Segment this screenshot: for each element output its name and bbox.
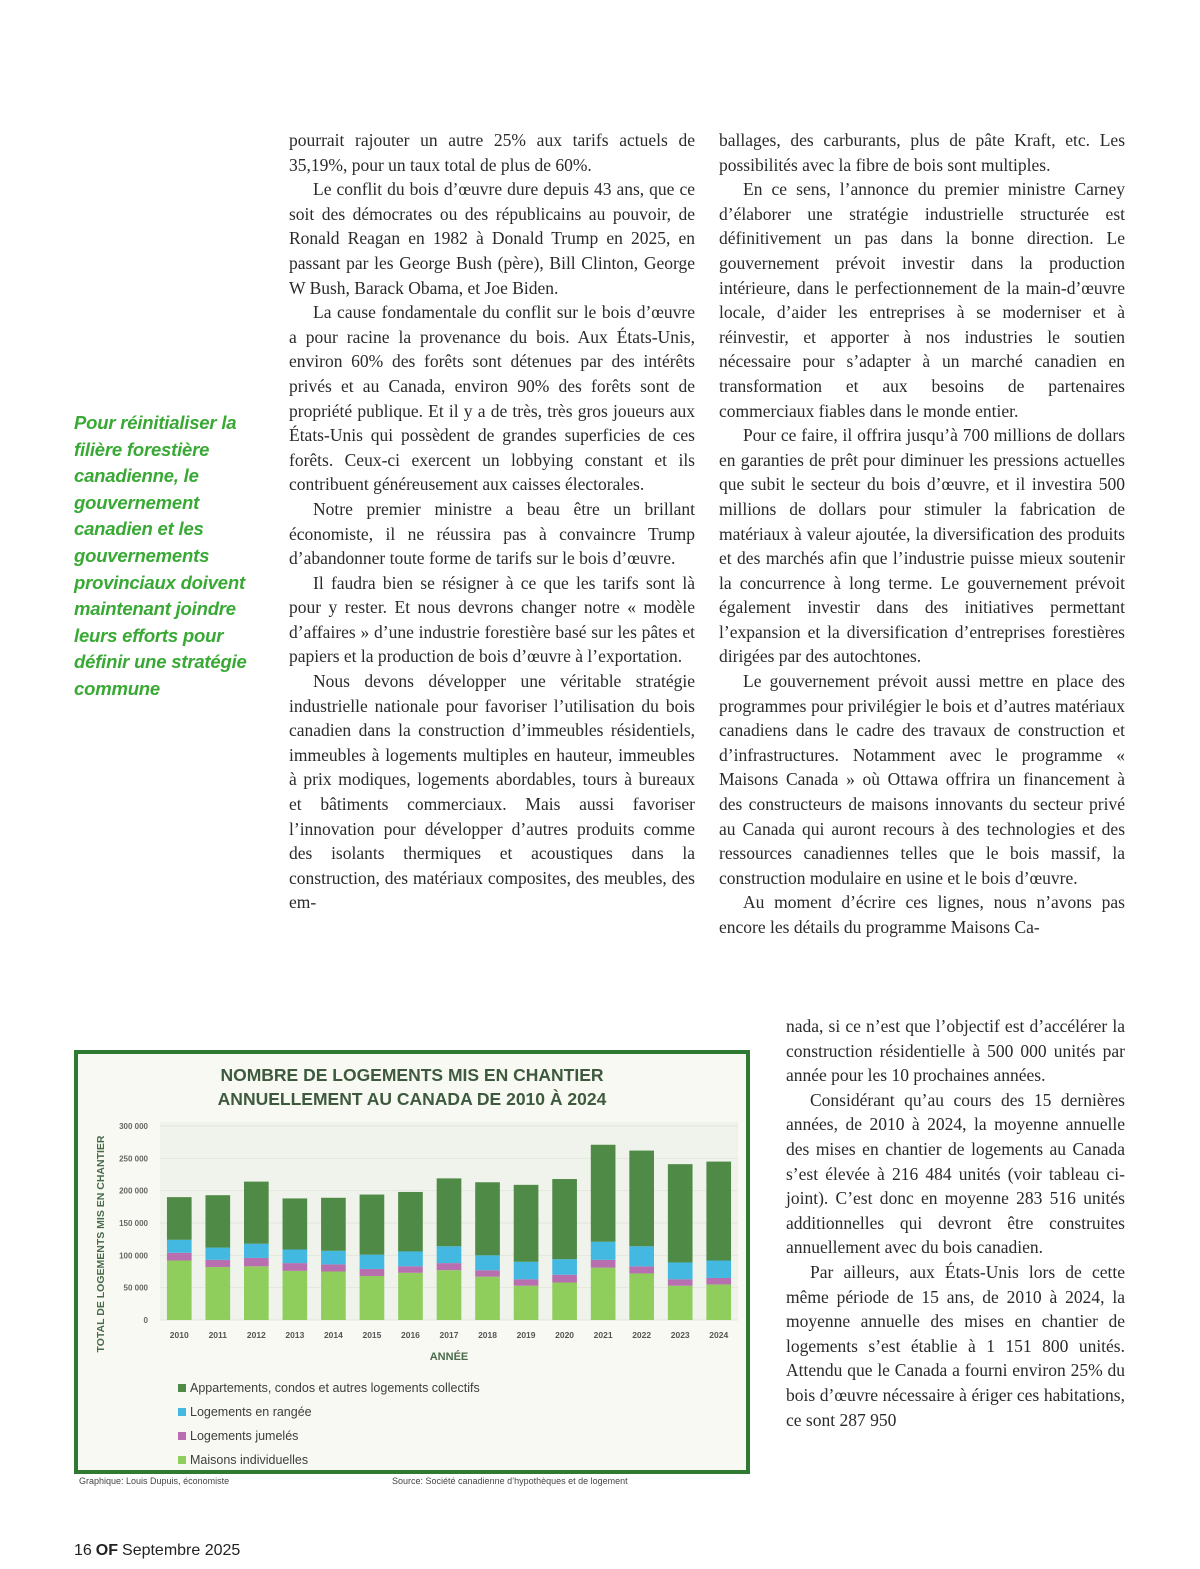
bar-row-2010 [167,1240,192,1253]
y-tick-label: 50 000 [123,1283,148,1293]
bar-apartments-2020 [552,1179,577,1259]
bar-row-2013 [283,1250,308,1264]
bar-apartments-2022 [629,1151,654,1247]
bar-apartments-2010 [167,1197,192,1240]
bar-semi-2017 [437,1263,462,1270]
bar-row-2012 [244,1244,269,1258]
chart-source: Source: Société canadienne d’hypothèques et de logement [392,1476,628,1486]
chart-title-line2: ANNUELLEMENT AU CANADA DE 2010 À 2024 [217,1089,607,1109]
legend-swatch [178,1408,186,1416]
bar-apartments-2023 [668,1164,693,1262]
x-tick-label: 2023 [670,1330,690,1340]
legend-label: Logements en rangée [190,1405,312,1419]
bar-semi-2015 [360,1269,385,1276]
bar-semi-2019 [514,1279,539,1285]
y-tick-label: 100 000 [119,1251,148,1261]
x-tick-label: 2018 [478,1330,497,1340]
bar-apartments-2017 [437,1178,462,1246]
bar-row-2017 [437,1246,462,1263]
paragraph: Le gouvernement prévoit aussi mettre en place des programmes pour privilégier le bois et d’autres matériaux canadiens dans le cadre des travaux de construction et d’infrastructures. Notamment avec le programme « Maisons Canada » où Ottawa offrira un financement à des constructeurs de maisons innovants du secteur privé au Canada qui auront recours à des technologies et des ressources canadiennes telles que le bois massif, la construction modulaire en usine et le bois d’œuvre. [719,671,1125,888]
bar-row-2011 [205,1248,230,1260]
bar-semi-2013 [283,1263,308,1271]
bar-semi-2012 [244,1258,269,1266]
bar-row-2019 [514,1262,539,1279]
x-tick-label: 2016 [401,1330,420,1340]
bar-semi-2020 [552,1275,577,1283]
chart-legend [178,1376,480,1472]
paragraph: En ce sens, l’annonce du premier ministre Carney d’élaborer une stratégie industrielle structurée est définitivement un pas dans la bonne direction. Le gouvernement prévoit investir dans la production intérieure, dans le perfectionnement de la main-d’œuvre locale, d’aider les entreprises à se moderniser et à réinvestir, et apporter à nos industries le soutien nécessaire pour s’adapter à un marché canadien en transformation et aux besoins de partenaires commerciaux fiables dans le monde entier. [719,179,1125,421]
bar-apartments-2018 [475,1182,500,1255]
bar-row-2021 [591,1242,616,1260]
bar-apartments-2019 [514,1185,539,1262]
bar-apartments-2014 [321,1198,346,1251]
x-tick-label: 2024 [709,1330,729,1340]
bar-row-2018 [475,1255,500,1270]
paragraph: Nous devons développer une véritable stratégie industrielle nationale pour favoriser l’utilisation du bois canadien dans la construction d’immeubles résidentiels, immeubles à logements multiples en hauteur, immeubles à prix modiques, logements abordables, tours à bureaux et bâtiments commerciaux. Mais aussi favoriser l’innovation pour développer d’autres produits comme des isolants thermiques et acoustiques dans la construction, des matériaux composites, des meubles, des em- [289,671,695,913]
bar-single-2010 [167,1261,192,1320]
bar-row-2015 [360,1255,385,1269]
x-tick-label: 2010 [169,1330,189,1340]
pull-quote: Pour réinitialiser la filière forestière canadienne, le gouvernement canadien et les gouvernements provinciaux doivent maintenant joindre leurs efforts pour définir une stratégie commune [74,412,247,699]
bar-row-2020 [552,1259,577,1275]
y-tick-label: 0 [143,1316,148,1325]
bar-semi-2021 [591,1260,616,1268]
bar-apartments-2011 [205,1195,230,1247]
paragraph: pourrait rajouter un autre 25% aux tarifs actuels de 35,19%, pour un taux total de plus de 60%. [289,130,695,175]
chart-credit: Graphique: Louis Dupuis, économiste [79,1476,230,1486]
bar-row-2014 [321,1251,346,1265]
bar-single-2024 [706,1284,731,1320]
bar-single-2021 [591,1268,616,1320]
legend-label: Maisons individuelles [190,1453,309,1467]
legend-item-single [178,1448,480,1472]
page-number: 16 [74,1542,92,1559]
paragraph: Considérant qu’au cours des 15 dernières années, de 2010 à 2024, la moyenne annuelle des mises en chantier de logements au Canada s’est élevée à 216 484 unités (voir tableau ci-joint). C’est donc en moyenne 283 516 unités additionnelles qui devront être construites annuellement avec du bois canadien. [786,1089,1125,1258]
x-tick-label: 2014 [323,1330,343,1340]
legend-item-semi [178,1424,480,1448]
bar-apartments-2015 [360,1195,385,1255]
x-tick-label: 2021 [593,1330,613,1340]
x-tick-label: 2017 [439,1330,459,1340]
bar-semi-2018 [475,1270,500,1276]
magazine-brand: OF [95,1542,119,1559]
bar-apartments-2021 [591,1145,616,1242]
bar-semi-2022 [629,1266,654,1273]
bar-single-2012 [244,1266,269,1320]
bar-single-2011 [205,1267,230,1320]
paragraph: nada, si ce n’est que l’objectif est d’accélérer la construction résidentielle à 500 000 unités par année pour les 10 prochaines années. [786,1016,1125,1086]
y-tick-label: 300 000 [119,1122,148,1131]
bar-semi-2011 [205,1260,230,1267]
bar-apartments-2016 [398,1192,423,1251]
paragraph: Il faudra bien se résigner à ce que les tarifs sont là pour y rester. Et nous devrons changer notre « modèle d’affaires » d’une industrie forestière basé sur les pâtes et papiers et la production de bois d’œuvre à l’exportation. [289,572,695,667]
legend-swatch [178,1432,186,1440]
bar-apartments-2012 [244,1182,269,1244]
x-tick-label: 2015 [362,1330,382,1340]
y-axis-label: TOTAL DE LOGEMENTS MIS EN CHANTIER [95,1135,107,1353]
paragraph: La cause fondamentale du conflit sur le bois d’œuvre a pour racine la provenance du bois. Aux États-Unis, environ 60% des forêts sont détenues par des intérêts privés et au Canada, environ 90% des forêts sont de propriété publique. Et il y a de très, très gros joueurs aux États-Unis qui possèdent de grandes superficies de ces forêts. Ceux-ci exercent un lobbying constant et ils contribuent généreusement aux caisses électorales. [289,302,695,495]
paragraph: Au moment d’écrire ces lignes, nous n’avons pas encore les détails du programme Maisons Ca- [719,892,1125,937]
bar-single-2020 [552,1282,577,1320]
paragraph: Pour ce faire, il offrira jusqu’à 700 millions de dollars en garanties de prêt pour diminuer les pressions actuelles que subit le secteur du bois d’œuvre, et il investira 500 millions de dollars pour stimuler la fabrication de matériaux à valeur ajoutée, la diversification des produits et des marchés afin que l’industrie puisse mieux soutenir la concurrence à long terme. Le gouvernement prévoit également investir dans des initiatives permettant l’expansion et la diversification d’entreprises forestières dirigées par des autochtones. [719,425,1125,667]
article-column-right-lower [786,1014,1125,1432]
bar-row-2016 [398,1251,423,1266]
bar-semi-2024 [706,1278,731,1284]
bar-single-2019 [514,1286,539,1320]
y-tick-label: 250 000 [119,1154,148,1164]
legend-swatch [178,1456,186,1464]
legend-label: Appartements, condos et autres logements collectifs [190,1381,480,1395]
x-tick-label: 2012 [246,1330,266,1340]
bar-row-2022 [629,1246,654,1266]
bar-single-2022 [629,1273,654,1320]
legend-item-apartments [178,1376,480,1400]
bar-row-2023 [668,1262,693,1279]
x-tick-label: 2011 [208,1330,228,1340]
paragraph: Le conflit du bois d’œuvre dure depuis 43 ans, que ce soit des démocrates ou des républicains au pouvoir, de Ronald Reagan en 1982 à Donald Trump en 2025, en passant par les George Bush (père), Bill Clinton, George W Bush, Barack Obama, et Joe Biden. [289,179,695,298]
bar-semi-2023 [668,1279,693,1285]
paragraph: Par ailleurs, aux États-Unis lors de cette même période de 15 ans, de 2010 à 2024, la moyenne annuelle des mises en chantier de logements s’est établie à 1 151 800 unités. Attendu que le Canada a fourni environ 25% du bois d’œuvre nécessaire à ériger ces habitations, ce sont 287 950 [786,1261,1125,1430]
paragraph: ballages, des carburants, plus de pâte Kraft, etc. Les possibilités avec la fibre de bois sont multiples. [719,130,1125,175]
chart-title-line1: NOMBRE DE LOGEMENTS MIS EN CHANTIER [220,1065,604,1085]
x-tick-label: 2013 [285,1330,305,1340]
issue-date: Septembre 2025 [122,1542,241,1559]
x-axis-label: ANNÉE [429,1351,469,1363]
bar-single-2014 [321,1272,346,1321]
bar-semi-2014 [321,1264,346,1271]
legend-label: Logements jumelés [190,1429,299,1443]
bar-single-2017 [437,1270,462,1320]
article-column-middle [289,128,695,915]
bar-single-2016 [398,1273,423,1320]
y-tick-label: 200 000 [119,1186,148,1196]
legend-item-row [178,1400,480,1424]
article-column-right [719,128,1125,940]
bar-semi-2010 [167,1253,192,1261]
bar-single-2013 [283,1271,308,1320]
paragraph: Notre premier ministre a beau être un brillant économiste, il ne réussira pas à convaincre Trump d’abandonner toute forme de tarifs sur le bois d’œuvre. [289,498,695,569]
bar-semi-2016 [398,1266,423,1272]
bar-apartments-2013 [283,1198,308,1249]
x-tick-label: 2019 [516,1330,536,1340]
page-footer [74,1542,240,1560]
bar-single-2023 [668,1286,693,1320]
bar-row-2024 [706,1261,731,1278]
legend-swatch [178,1384,186,1392]
x-tick-label: 2020 [555,1330,575,1340]
bar-apartments-2024 [706,1162,731,1261]
y-tick-label: 150 000 [119,1219,148,1228]
bar-single-2018 [475,1277,500,1320]
bar-single-2015 [360,1276,385,1320]
x-tick-label: 2022 [632,1330,652,1340]
